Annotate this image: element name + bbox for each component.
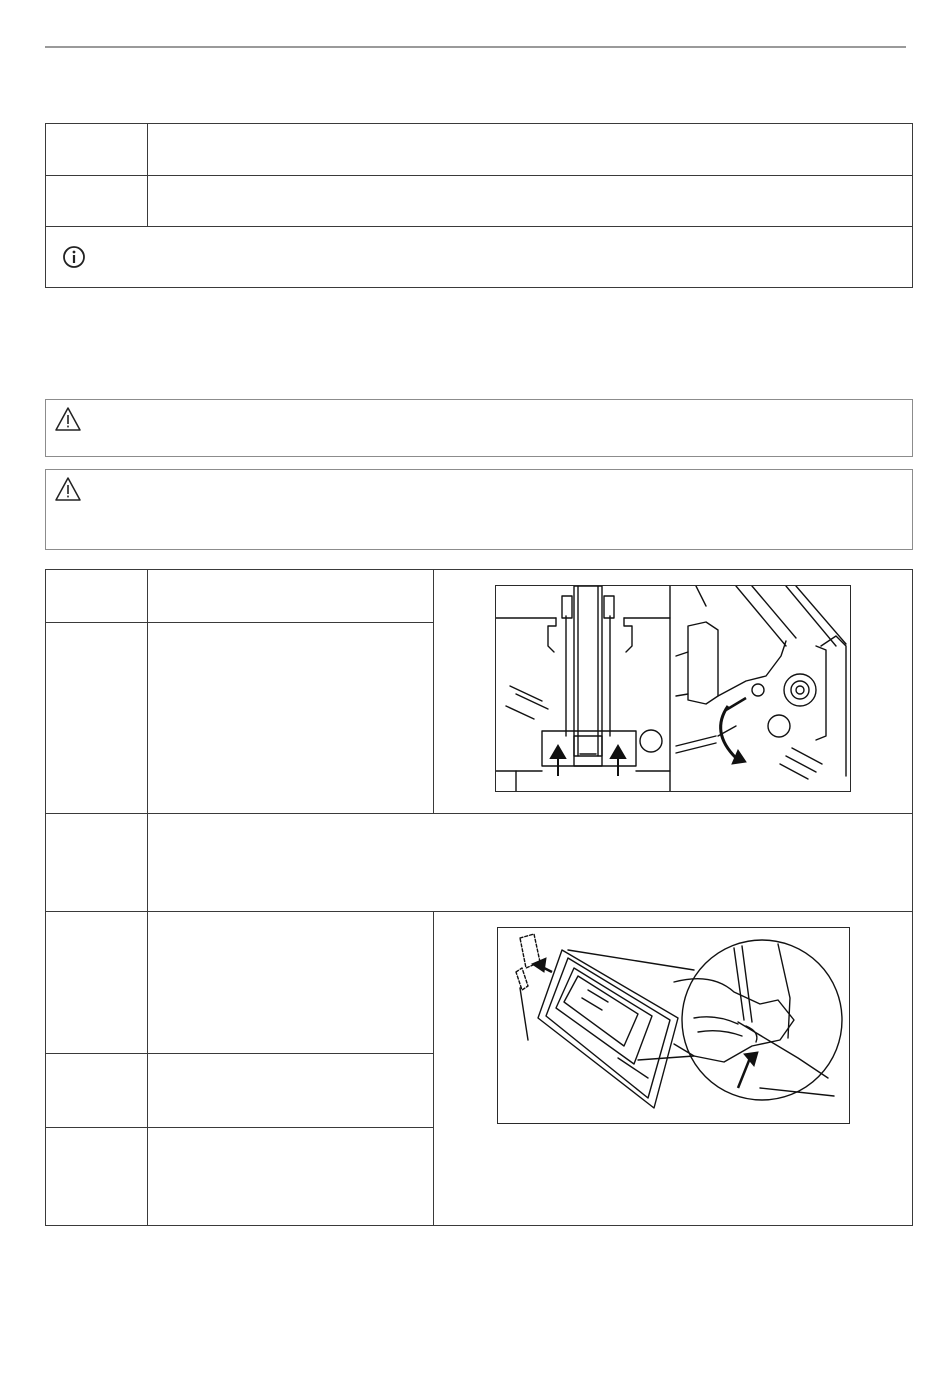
warning-triangle-icon [54,406,82,432]
glass-panel-removal-illustration [497,927,850,1124]
table-row [46,1054,434,1127]
info-note-row [46,227,912,287]
table-row [46,124,912,175]
warning-box [45,469,913,550]
table-row [46,623,434,813]
info-circle-icon [62,245,86,269]
steps-table-1 [45,123,913,288]
glass-panel-drawing [498,928,850,1124]
table-row [46,1128,434,1225]
warning-box [45,399,913,457]
hinge-drawing [496,586,851,792]
warning-triangle-icon [54,476,82,502]
door-hinge-illustration [495,585,851,792]
table-row [46,814,912,911]
table-row [46,912,434,1053]
table-row [46,176,912,226]
table-row [46,570,434,622]
header-rule [45,46,906,48]
